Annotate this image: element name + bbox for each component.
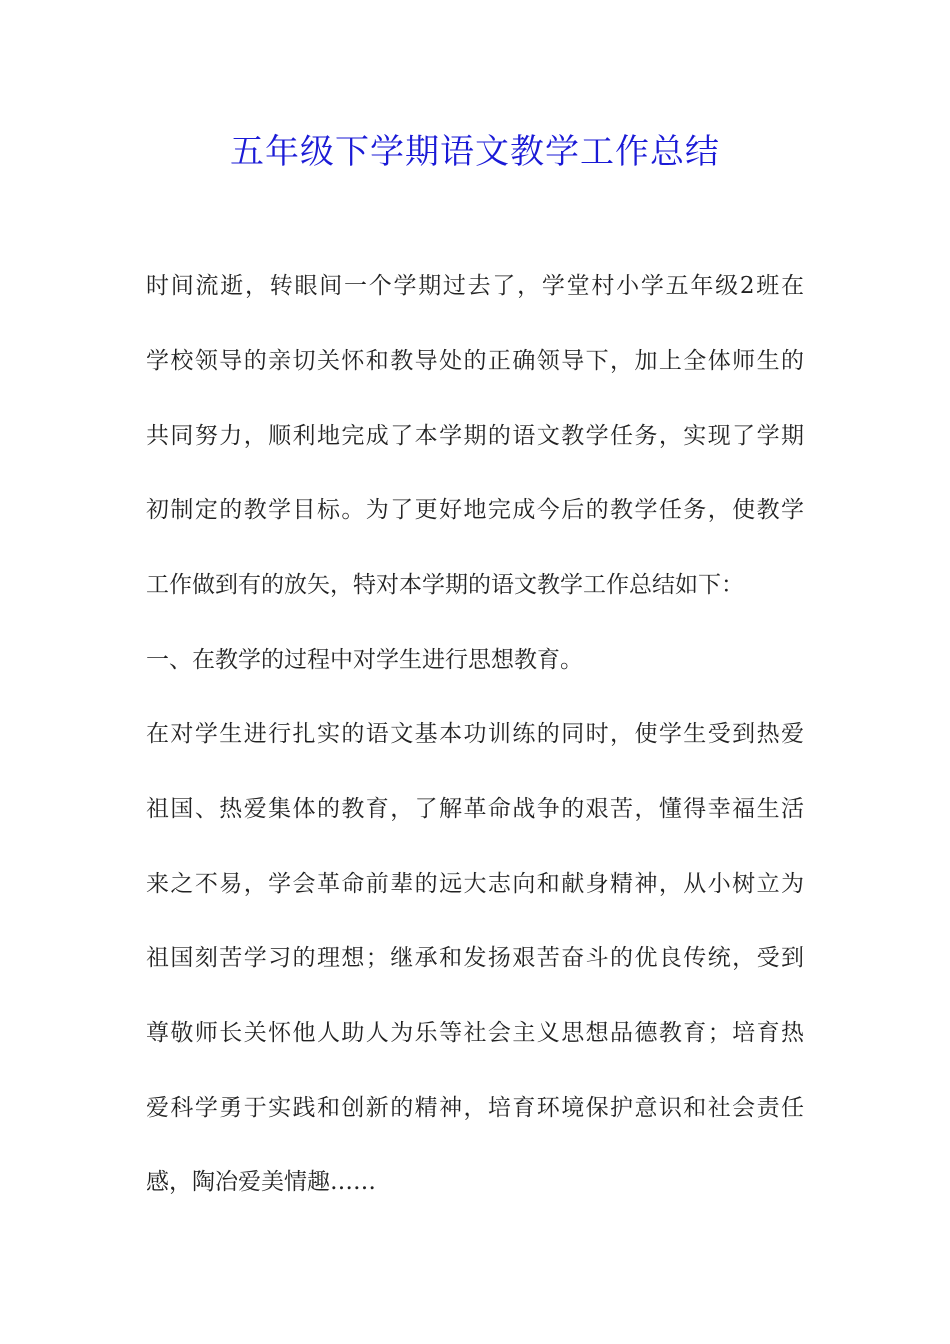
paragraph-line: 时间流逝，转眼间一个学期过去了，学堂村小学五年级2班在 <box>146 273 804 299</box>
document-title: 五年级下学期语文教学工作总结 <box>230 132 720 172</box>
paragraph-line: 初制定的教学目标。为了更好地完成今后的教学任务，使教学 <box>146 497 804 523</box>
paragraph-line: 工作做到有的放矢，特对本学期的语文教学工作总结如下： <box>146 572 744 598</box>
paragraph-line: 尊敬师长关怀他人助人为乐等社会主义思想品德教育；培育热 <box>146 1020 804 1046</box>
paragraph-line: 祖国、热爱集体的教育，了解革命战争的艰苦，懂得幸福生活 <box>146 796 804 822</box>
paragraph-line: 学校领导的亲切关怀和教导处的正确领导下，加上全体师生的 <box>146 348 804 374</box>
paragraph-line: 祖国刻苦学习的理想；继承和发扬艰苦奋斗的优良传统，受到 <box>146 945 804 971</box>
paragraph-line: 感，陶冶爱美情趣…… <box>146 1169 376 1195</box>
paragraph-line: 来之不易，学会革命前辈的远大志向和献身精神，从小树立为 <box>146 871 804 897</box>
paragraph-line: 爱科学勇于实践和创新的精神，培育环境保护意识和社会责任 <box>146 1095 804 1121</box>
section-heading: 一、在教学的过程中对学生进行思想教育。 <box>146 647 583 673</box>
paragraph-line: 在对学生进行扎实的语文基本功训练的同时，使学生受到热爱 <box>146 721 804 747</box>
paragraph-line: 共同努力，顺利地完成了本学期的语文教学任务，实现了学期 <box>146 423 804 449</box>
